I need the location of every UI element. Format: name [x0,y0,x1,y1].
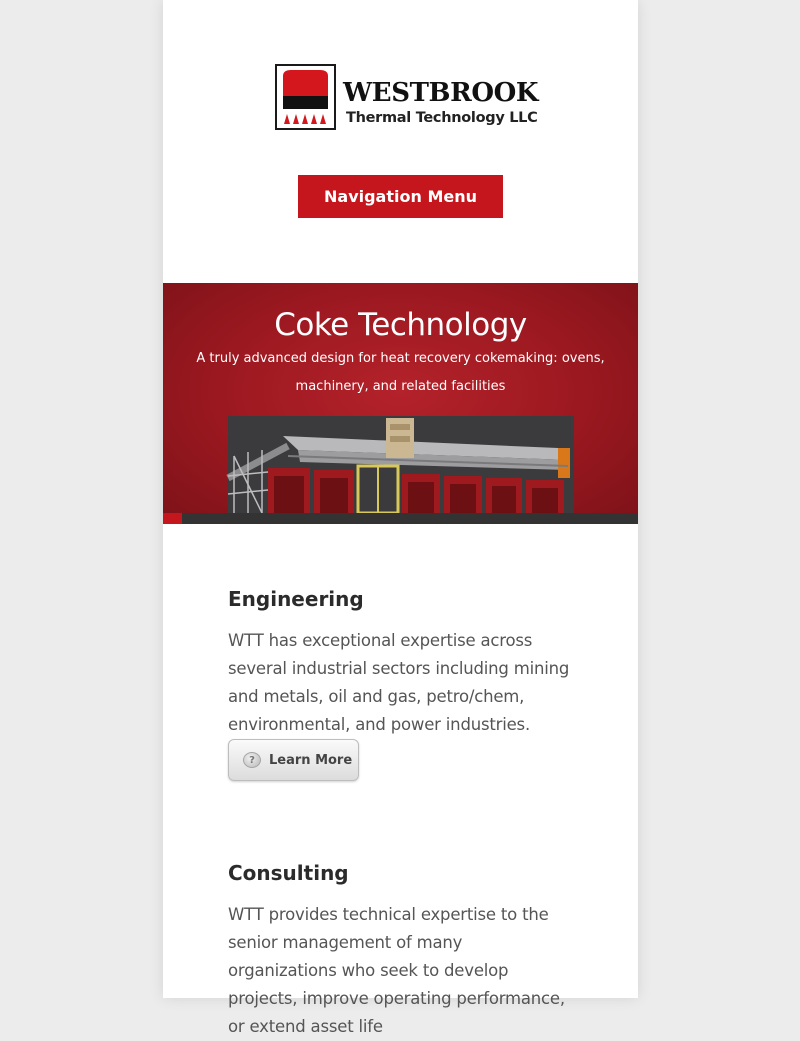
page-container [163,0,638,1036]
engineering-section [228,586,573,781]
slider-progress-track[interactable] [163,513,638,524]
hero-subtitle: A truly advanced design for heat recovery cokemaking: ovens, machinery, and related facilities [196,351,605,394]
section-title: Consulting [228,861,349,885]
learn-more-button[interactable] [228,739,359,781]
coke-plant-image [228,416,574,513]
slider-progress-fill [163,513,182,524]
section-text: WTT provides technical expertise to the senior management of many organizations who seek to develop projects, improve operating performance, or extend asset life [228,905,565,1036]
navigation-menu-button[interactable]: Navigation Menu [298,175,503,218]
logo-mark-icon [275,64,336,130]
learn-more-label: Learn More [269,752,353,768]
section-text: WTT has exceptional expertise across several industrial sectors including mining and metals, oil and gas, petro/chem, environmental, and power industries. [228,631,570,734]
hero-title: Coke Technology [274,307,527,343]
logo-company-name: WESTBROOK [343,78,539,108]
logo-company-subtitle: Thermal Technology LLC [346,110,538,126]
hero-slider [163,283,638,524]
question-bubble-icon: ? [243,752,261,768]
site-logo[interactable] [275,64,539,132]
section-title: Engineering [228,587,364,611]
consulting-section [228,860,573,1041]
